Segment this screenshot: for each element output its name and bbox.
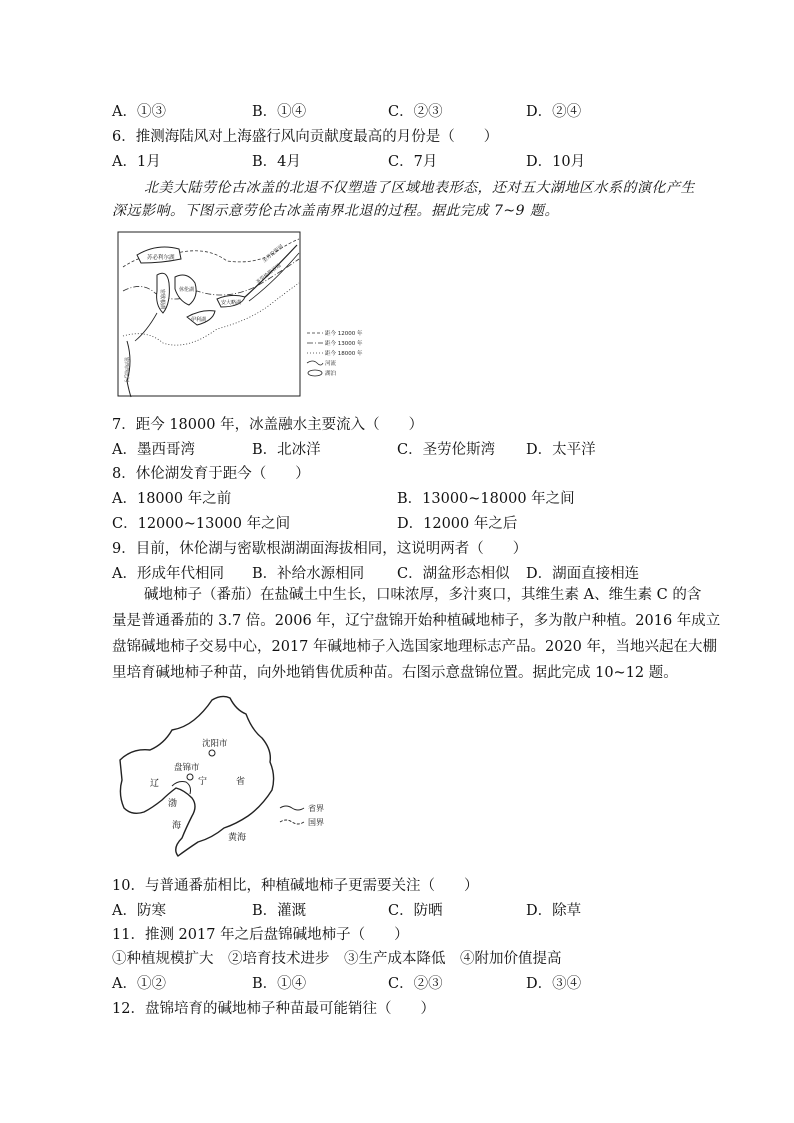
q10-option-b: B．灌溉 — [252, 903, 307, 919]
legend-national: 国界 — [308, 818, 324, 827]
q7-option-b: B．北冰洋 — [252, 442, 321, 458]
q11-option-d: D．③④ — [526, 976, 582, 992]
passage1-line2: 深远影响。下图示意劳伦古冰盖南界北退的过程。据此完成 7~9 题。 — [112, 203, 559, 219]
q10-stem: 10．与普通番茄相比，种植碱地柿子更需要关注（ ） — [112, 878, 479, 894]
label-michigan: 密歇根湖 — [159, 289, 165, 310]
q6-option-a: A．1月 — [112, 154, 161, 170]
q5-option-a: A．①③ — [112, 104, 166, 120]
shenyang-marker — [209, 750, 215, 756]
legend-18000: 距今 18000 年 — [325, 351, 363, 357]
legend-13000: 距今 13000 年 — [325, 341, 363, 347]
q8-option-b: B．13000~18000 年之间 — [397, 491, 575, 507]
label-shenyang: 沈阳市 — [202, 739, 228, 749]
label-stlawrence-river: 圣劳伦斯河 — [261, 243, 285, 265]
liaoning-map-svg — [112, 690, 352, 860]
label-hai: 海 — [172, 821, 182, 831]
label-superior: 苏必利尔湖 — [147, 255, 175, 261]
label-panjin: 盘锦市 — [174, 763, 200, 773]
label-liao: 辽 — [150, 779, 160, 789]
label-huanghai: 黄海 — [228, 833, 247, 843]
q6-option-b: B．4月 — [252, 154, 301, 170]
legend-river: 河流 — [325, 361, 337, 367]
q7-option-c: C．圣劳伦斯湾 — [397, 442, 496, 458]
q11-choices: ①种植规模扩大 ②培育技术进步 ③生产成本降低 ④附加价值提高 — [112, 951, 562, 967]
passage1-line1: 北美大陆劳伦古冰盖的北退不仅塑造了区域地表形态，还对五大湖地区水系的演化产生 — [144, 180, 695, 196]
liaoning-map — [112, 690, 352, 860]
label-huron: 休伦湖 — [179, 287, 195, 293]
passage2-line2: 量是普通番茄的 3.7 倍。2006 年，辽宁盘锦开始种植碱地柿子，多为散户种植。2016 年成立 — [112, 613, 721, 629]
q6-stem: 6．推测海陆风对上海盛行风向贡献度最高的月份是（ ） — [112, 129, 499, 145]
passage2-line3: 盘锦碱地柿子交易中心，2017 年碱地柿子入选国家地理标志产品。2020 年，当地兴起在大棚 — [112, 639, 718, 655]
label-stlawrence-valley: 圣劳伦斯谷地 — [254, 262, 283, 286]
passage2-line4: 里培育碱地柿子种苗，向外地销售优质种苗。右图示意盘锦位置。据此完成 10~12 题。 — [112, 665, 678, 681]
q9-option-c: C．湖盆形态相似 — [397, 566, 510, 582]
q11-stem: 11．推测 2017 年之后盘锦碱地柿子（ ） — [112, 927, 409, 943]
q5-option-d: D．②④ — [526, 104, 582, 120]
q7-option-a: A．墨西哥湾 — [112, 442, 195, 458]
q9-option-d: D．湖面直接相连 — [526, 566, 640, 582]
q11-option-c: C．②③ — [388, 976, 443, 992]
q11-option-b: B．①④ — [252, 976, 307, 992]
q8-stem: 8．休伦湖发育于距今（ ） — [112, 466, 310, 482]
q5-option-c: C．②③ — [388, 104, 443, 120]
q10-option-c: C．防晒 — [388, 903, 443, 919]
q10-option-a: A．防寒 — [112, 903, 166, 919]
passage2-line1: 碱地柿子（番茄）在盐碱土中生长，口味浓厚，多汁爽口，其维生素 A、维生素 C 的含 — [144, 587, 702, 603]
great-lakes-map — [117, 231, 397, 398]
q6-option-d: D．10月 — [526, 154, 586, 170]
label-bo: 渤 — [168, 799, 178, 809]
q7-stem: 7．距今 18000 年，冰盖融水主要流入（ ） — [112, 417, 424, 433]
great-lakes-map-svg — [117, 231, 397, 398]
q5-option-b: B．①④ — [252, 104, 307, 120]
legend-lake: 湖泊 — [325, 371, 337, 377]
q10-option-d: D．除草 — [526, 903, 582, 919]
q9-stem: 9．目前，休伦湖与密歇根湖湖面海拔相同，这说明两者（ ） — [112, 541, 528, 557]
legend-provincial: 省界 — [308, 804, 324, 813]
q8-option-c: C．12000~13000 年之间 — [112, 516, 291, 532]
q9-option-a: A．形成年代相同 — [112, 566, 224, 582]
q6-option-c: C．7月 — [388, 154, 438, 170]
label-erie: 伊利湖 — [191, 317, 207, 323]
q11-option-a: A．①② — [112, 976, 166, 992]
q8-option-d: D．12000 年之后 — [397, 516, 518, 532]
map2-legend — [280, 803, 324, 827]
label-ontario: 安大略湖 — [221, 300, 242, 306]
q12-stem: 12．盘锦培育的碱地柿子种苗最可能销往（ ） — [112, 1001, 435, 1017]
q8-option-a: A．18000 年之前 — [112, 491, 232, 507]
label-mississippi: 密西西比河 — [123, 357, 129, 383]
legend-12000: 距今 12000 年 — [325, 331, 363, 337]
label-sheng: 省 — [236, 777, 246, 787]
q7-option-d: D．太平洋 — [526, 442, 596, 458]
q9-option-b: B．补给水源相同 — [252, 566, 365, 582]
map1-legend — [307, 329, 363, 377]
label-ning: 宁 — [198, 777, 208, 787]
panjin-marker — [187, 774, 193, 780]
